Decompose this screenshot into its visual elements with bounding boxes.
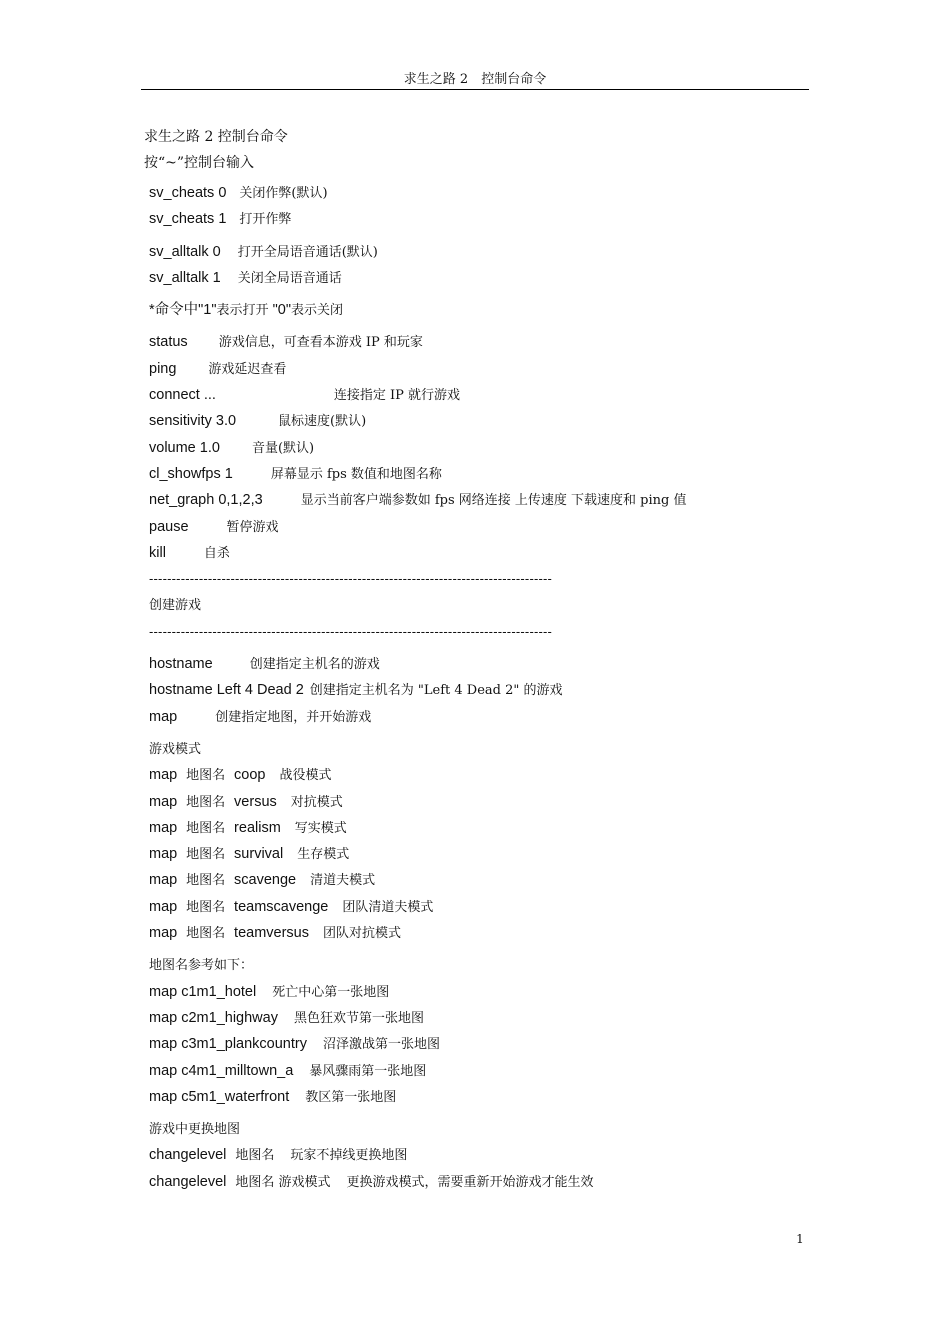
cmd-line: net_graph 0,1,2,3 显示当前客户端参数如 fps 网络连接 上传速度 下载速度和 ping 值 [149,492,687,509]
map-line: map c1m1_hotel 死亡中心第一张地图 [149,983,390,1000]
cmd-line: kill 自杀 [149,544,230,561]
cmd-line: hostname Left 4 Dead 2 创建指定主机名为 "Left 4 Dead 2" 的游戏 [149,682,563,699]
change-line: changelevel 地图名 玩家不掉线更换地图 [149,1147,408,1164]
separator-line: ----------------------------------------------------------------------------------------- [149,571,553,587]
mode-line: map 地图名 realism 写实模式 [149,819,347,836]
cmd-line: pause 暂停游戏 [149,518,279,535]
cmd-line: connect ... 连接指定 IP 就行游戏 [149,387,461,404]
mode-line: map 地图名 coop 战役模式 [149,767,332,784]
cmd-line: cl_showfps 1 屏幕显示 fps 数值和地图名称 [149,465,442,482]
cmd-line: volume 1.0 音量(默认) [149,439,315,456]
cmd-line: map 创建指定地图，并开始游戏 [149,708,372,725]
cmd-line: ping 游戏延迟查看 [149,360,287,377]
mode-line: map 地图名 survival 生存模式 [149,846,350,863]
doc-title: 求生之路 2 控制台命令 [144,129,288,145]
cmd-line: hostname 创建指定主机名的游戏 [149,656,380,673]
header-title: 求生之路 2 控制台命令 [403,72,547,87]
cmd-line: sensitivity 3.0 鼠标速度(默认) [149,413,367,430]
mode-line: map 地图名 teamscavenge 团队清道夫模式 [149,898,434,915]
separator-line: ----------------------------------------------------------------------------------------- [149,623,553,639]
section-heading: 创建游戏 [149,598,202,614]
doc-hint: 按“~”控制台输入 [144,155,255,171]
cmd-line: sv_alltalk 1 关闭全局语音通话 [149,269,342,286]
map-line: map c5m1_waterfront 教区第一张地图 [149,1088,397,1105]
cmd-line: status 游戏信息，可查看本游戏 IP 和玩家 [149,334,423,351]
change-line: changelevel 地图名 游戏模式 更换游戏模式，需要重新开始游戏才能生效 [149,1173,594,1190]
page-header [141,70,809,90]
page-number: 1 [796,1232,804,1246]
mode-line: map 地图名 teamversus 团队对抗模式 [149,925,402,942]
map-line: map c3m1_plankcountry 沼泽激战第一张地图 [149,1036,440,1053]
section-heading: 地图名参考如下： [149,958,254,974]
cmd-line: sv_cheats 0 关闭作弊(默认) [149,185,328,201]
map-line: map c2m1_highway 黑色狂欢节第一张地图 [149,1009,424,1026]
section-heading: 游戏中更换地图 [149,1122,241,1138]
cmd-line: sv_cheats 1 打开作弊 [149,211,292,228]
note-line: *命令中"1"表示打开 "0"表示关闭 [149,302,344,319]
mode-line: map 地图名 versus 对抗模式 [149,793,343,810]
mode-line: map 地图名 scavenge 清道夫模式 [149,872,376,889]
section-heading: 游戏模式 [149,741,202,757]
map-line: map c4m1_milltown_a 暴风骤雨第一张地图 [149,1062,427,1079]
document-body [144,124,804,1195]
cmd-line: sv_alltalk 0 打开全局语音通话(默认) [149,243,378,260]
